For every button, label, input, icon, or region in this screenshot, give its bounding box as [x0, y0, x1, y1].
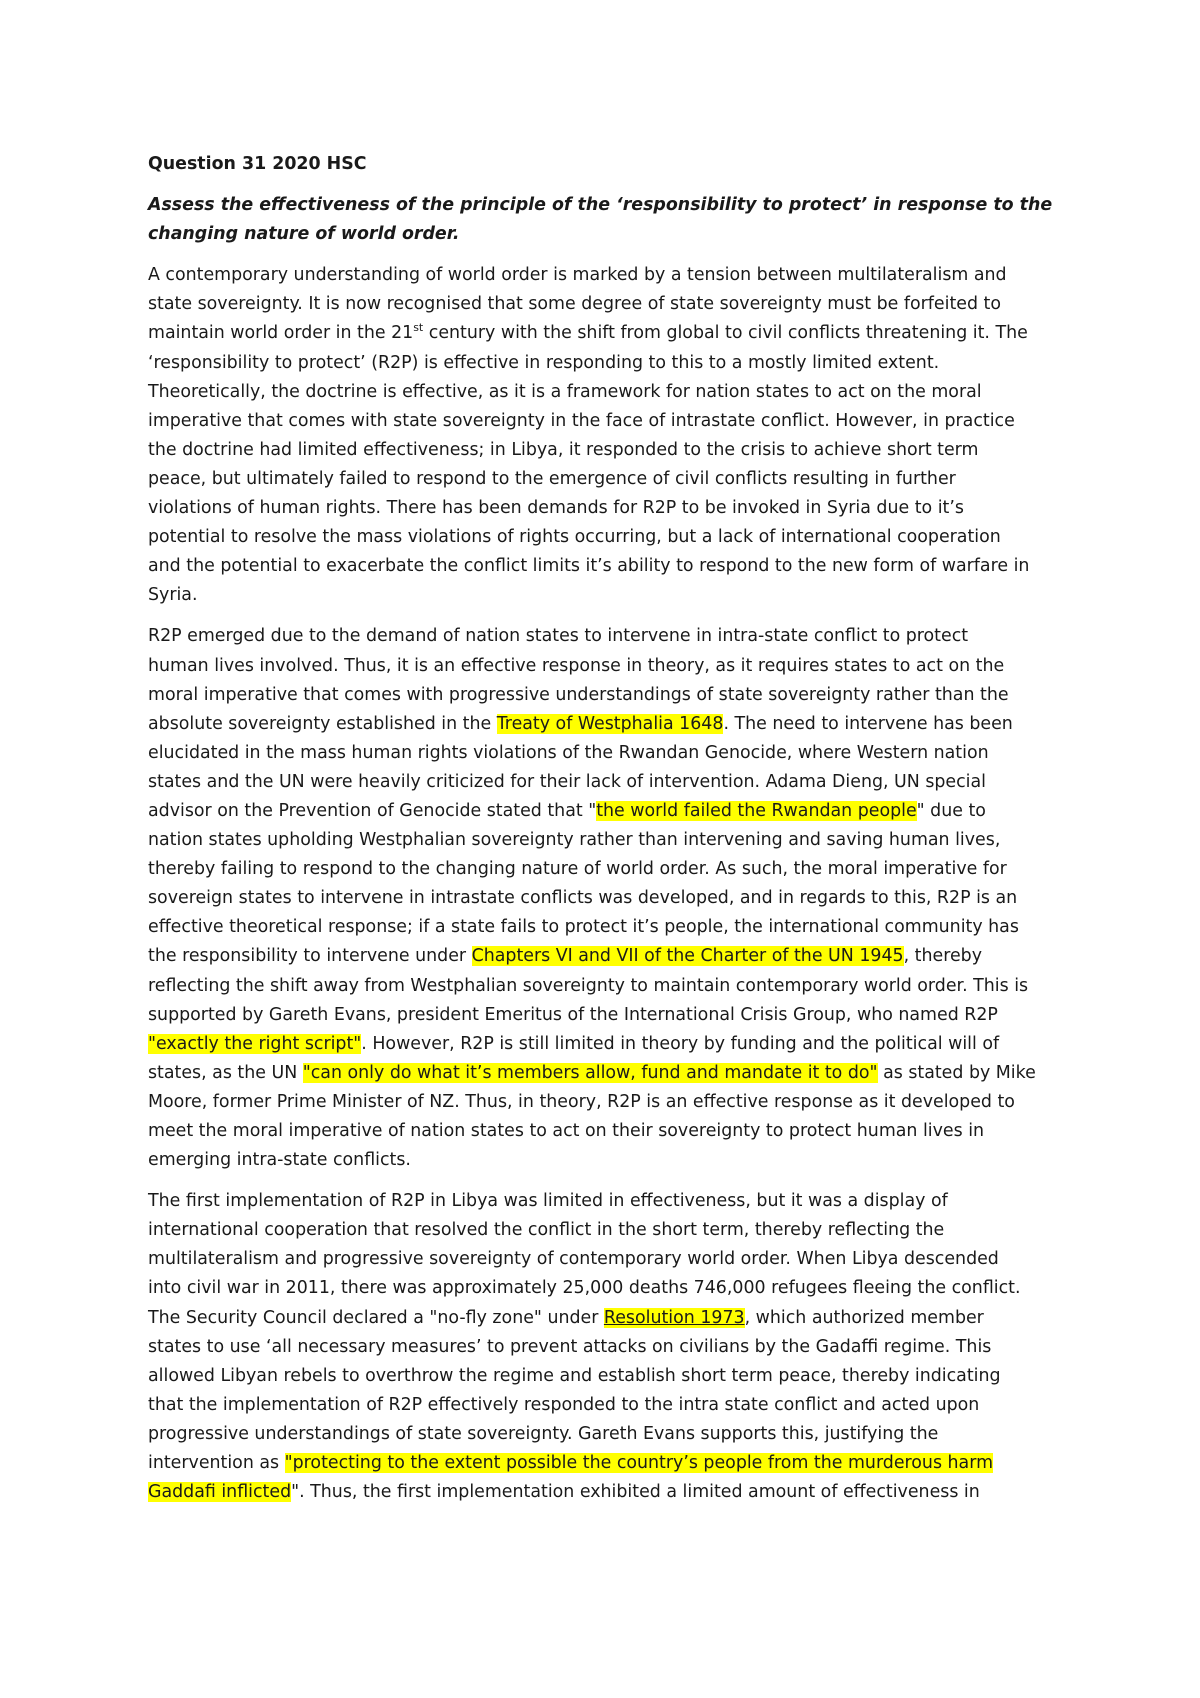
text-segment: Moore, former Prime Minister of NZ. Thus, in theory, R2P is an effective response as it developed to: [148, 1091, 1015, 1112]
text-segment: The Security Council declared a "no-fly zone" under: [148, 1307, 604, 1328]
text-segment: ‘responsibility to protect’ (R2P) is effective in responding to this to a mostly limited extent.: [148, 352, 940, 373]
paragraph-line: [148, 1030, 1068, 1059]
paragraph-line: [148, 494, 1068, 523]
paragraph-line: [148, 1001, 1068, 1030]
text-segment: effective theoretical response; if a state fails to protect it’s people, the international community has: [148, 917, 1019, 938]
paragraph-line: [148, 1420, 1068, 1449]
highlighted-quote: Resolution 1973: [603, 1307, 745, 1328]
document-heading: Question 31 2020 HSC: [148, 154, 367, 174]
text-segment: elucidated in the mass human rights violations of the Rwandan Genocide, where Western nation: [148, 742, 989, 763]
paragraph-line: [148, 581, 1068, 610]
paragraph-line: [148, 855, 1068, 884]
text-segment: states and the UN were heavily criticized for their lack of intervention. Adama Dieng, UN special: [148, 771, 987, 792]
paragraph-line: [148, 884, 1068, 913]
text-segment: , thereby: [903, 946, 982, 967]
text-segment: " due to: [916, 800, 986, 821]
paragraph-line: [148, 1245, 1068, 1274]
paragraph-line: [148, 378, 1068, 407]
paragraph-line: [148, 622, 1068, 651]
paragraph-line: [148, 1088, 1068, 1117]
paragraph-line: [148, 319, 1068, 348]
highlighted-quote: Chapters VI and VII of the Charter of the UN 1945: [471, 946, 904, 967]
paragraph-line: [148, 261, 1068, 290]
paragraph-line: [148, 465, 1068, 494]
essay-paragraph: [148, 1187, 1068, 1507]
text-segment: R2P emerged due to the demand of nation states to intervene in intra-state conflict to protect: [148, 626, 969, 647]
essay-paragraph: [148, 622, 1068, 1175]
paragraph-line: [148, 436, 1068, 465]
essay-paragraphs: [148, 261, 1068, 1507]
text-segment: meet the moral imperative of nation states to act on their sovereignty to protect human lives in: [148, 1121, 985, 1141]
text-segment: nation states upholding Westphalian sovereignty rather than intervening and saving human lives,: [148, 830, 1001, 851]
paragraph-line: [148, 1478, 1068, 1507]
highlighted-quote: "can only do what it’s members allow, fund and mandate it to do": [302, 1062, 878, 1083]
essay-question: [148, 191, 1068, 249]
question-line: changing nature of world order.: [148, 224, 460, 245]
text-segment: The first implementation of R2P in Libya was limited in effectiveness, but it was a display of: [148, 1191, 948, 1212]
paragraph-line: [148, 797, 1068, 826]
text-segment: century with the shift from global to civil conflicts threatening it. The: [423, 323, 1028, 344]
text-segment: states, as the UN: [148, 1062, 303, 1083]
paragraph-line: [148, 681, 1068, 710]
paragraph-line: [148, 1059, 1068, 1088]
text-segment: . The need to intervene has been: [723, 713, 1013, 734]
text-segment: progressive understandings of state sovereignty. Gareth Evans supports this, justifying the: [148, 1423, 939, 1444]
paragraph-line: [148, 652, 1068, 681]
paragraph-line: [148, 826, 1068, 855]
paragraph-line: [148, 1187, 1068, 1216]
highlighted-quote: the world failed the Rwandan people: [596, 800, 917, 821]
text-segment: emerging intra-state conflicts.: [148, 1150, 411, 1171]
text-segment: that the implementation of R2P effectively responded to the intra state conflict and acted upon: [148, 1394, 980, 1415]
text-segment: state sovereignty. It is now recognised that some degree of state sovereignty must be forfeited to: [148, 294, 1002, 315]
paragraph-line: [148, 710, 1068, 739]
text-segment: peace, but ultimately failed to respond to the emergence of civil conflicts resulting in further: [148, 468, 956, 489]
text-segment: supported by Gareth Evans, president Emeritus of the International Crisis Group, who named R2P: [148, 1004, 998, 1025]
text-segment: and the potential to exacerbate the conflict limits it’s ability to respond to the new form of warfare in: [148, 556, 1030, 577]
highlighted-quote: "protecting to the extent possible the country’s people from the murderous harm: [284, 1453, 994, 1474]
paragraph-line: [148, 1216, 1068, 1245]
paragraph-line: [148, 523, 1068, 552]
text-segment: international cooperation that resolved the conflict in the short term, thereby reflecting the: [148, 1220, 945, 1241]
text-segment: multilateralism and progressive sovereignty of contemporary world order. When Libya descended: [148, 1249, 999, 1270]
text-segment: states to use ‘all necessary measures’ to prevent attacks on civilians by the Gadaffi regime. This: [148, 1336, 992, 1357]
document-body: [148, 150, 1068, 1519]
paragraph-line: [148, 1117, 1068, 1146]
paragraph-line: [148, 1333, 1068, 1362]
highlighted-quote: "exactly the right script": [148, 1033, 362, 1054]
text-segment: Syria.: [148, 585, 198, 606]
text-segment: as stated by Mike: [877, 1062, 1036, 1083]
text-segment: thereby failing to respond to the changing nature of world order. As such, the moral imperative for: [148, 859, 1007, 880]
paragraph-line: [148, 739, 1068, 768]
text-segment: into civil war in 2011, there was approximately 25,000 deaths 746,000 refugees fleeing the conflict.: [148, 1278, 1021, 1299]
text-segment: ". Thus, the first implementation exhibited a limited amount of effectiveness in: [291, 1482, 980, 1503]
paragraph-line: [148, 768, 1068, 797]
paragraph-line: [148, 349, 1068, 378]
text-segment: potential to resolve the mass violations of rights occurring, but a lack of international cooperation: [148, 527, 1001, 548]
paragraph-line: [148, 942, 1068, 971]
text-segment: human lives involved. Thus, it is an effective response in theory, as it requires states to act on the: [148, 655, 1005, 676]
paragraph-line: [148, 407, 1068, 436]
text-segment: Theoretically, the doctrine is effective, as it is a framework for nation states to act on the moral: [148, 381, 982, 402]
text-segment: A contemporary understanding of world order is marked by a tension between multilateralism and: [148, 265, 1007, 286]
paragraph-line: [148, 1274, 1068, 1303]
paragraph-line: [148, 913, 1068, 942]
text-segment: advisor on the Prevention of Genocide stated that ": [148, 800, 597, 821]
essay-paragraph: [148, 261, 1068, 610]
text-segment: reflecting the shift away from Westphalian sovereignty to maintain contemporary world order. This is: [148, 975, 1029, 996]
text-segment: absolute sovereignty established in the: [148, 713, 497, 734]
question-line: Assess the effectiveness of the principle of the ‘responsibility to protect’ in response to the: [148, 195, 1053, 216]
paragraph-line: [148, 972, 1068, 1001]
paragraph-line: [148, 290, 1068, 319]
paragraph-line: [148, 1362, 1068, 1391]
highlighted-quote: Gaddafi inflicted: [148, 1482, 292, 1503]
text-segment: the doctrine had limited effectiveness; in Libya, it responded to the crisis to achieve short term: [148, 439, 979, 460]
highlighted-quote: Treaty of Westphalia 1648: [496, 713, 724, 734]
text-segment: the responsibility to intervene under: [148, 946, 472, 967]
paragraph-line: [148, 1449, 1068, 1478]
paragraph-line: [148, 1304, 1068, 1333]
text-segment: imperative that comes with state sovereignty in the face of intrastate conflict. However, in practice: [148, 410, 1015, 431]
text-segment: violations of human rights. There has been demands for R2P to be invoked in Syria due to it’s: [148, 498, 964, 519]
text-segment: st: [413, 321, 424, 335]
text-segment: maintain world order in the 21: [148, 323, 414, 344]
text-segment: , which authorized member: [744, 1307, 984, 1328]
text-segment: intervention as: [148, 1453, 285, 1474]
paragraph-line: [148, 552, 1068, 581]
text-segment: allowed Libyan rebels to overthrow the regime and establish short term peace, thereby indicating: [148, 1365, 1001, 1386]
text-segment: moral imperative that comes with progressive understandings of state sovereignty rather than the: [148, 684, 1009, 705]
paragraph-line: [148, 1391, 1068, 1420]
paragraph-line: [148, 1146, 1068, 1175]
text-segment: sovereign states to intervene in intrastate conflicts was developed, and in regards to this, R2P is an: [148, 888, 1018, 909]
text-segment: . However, R2P is still limited in theory by funding and the political will of: [361, 1033, 1000, 1054]
